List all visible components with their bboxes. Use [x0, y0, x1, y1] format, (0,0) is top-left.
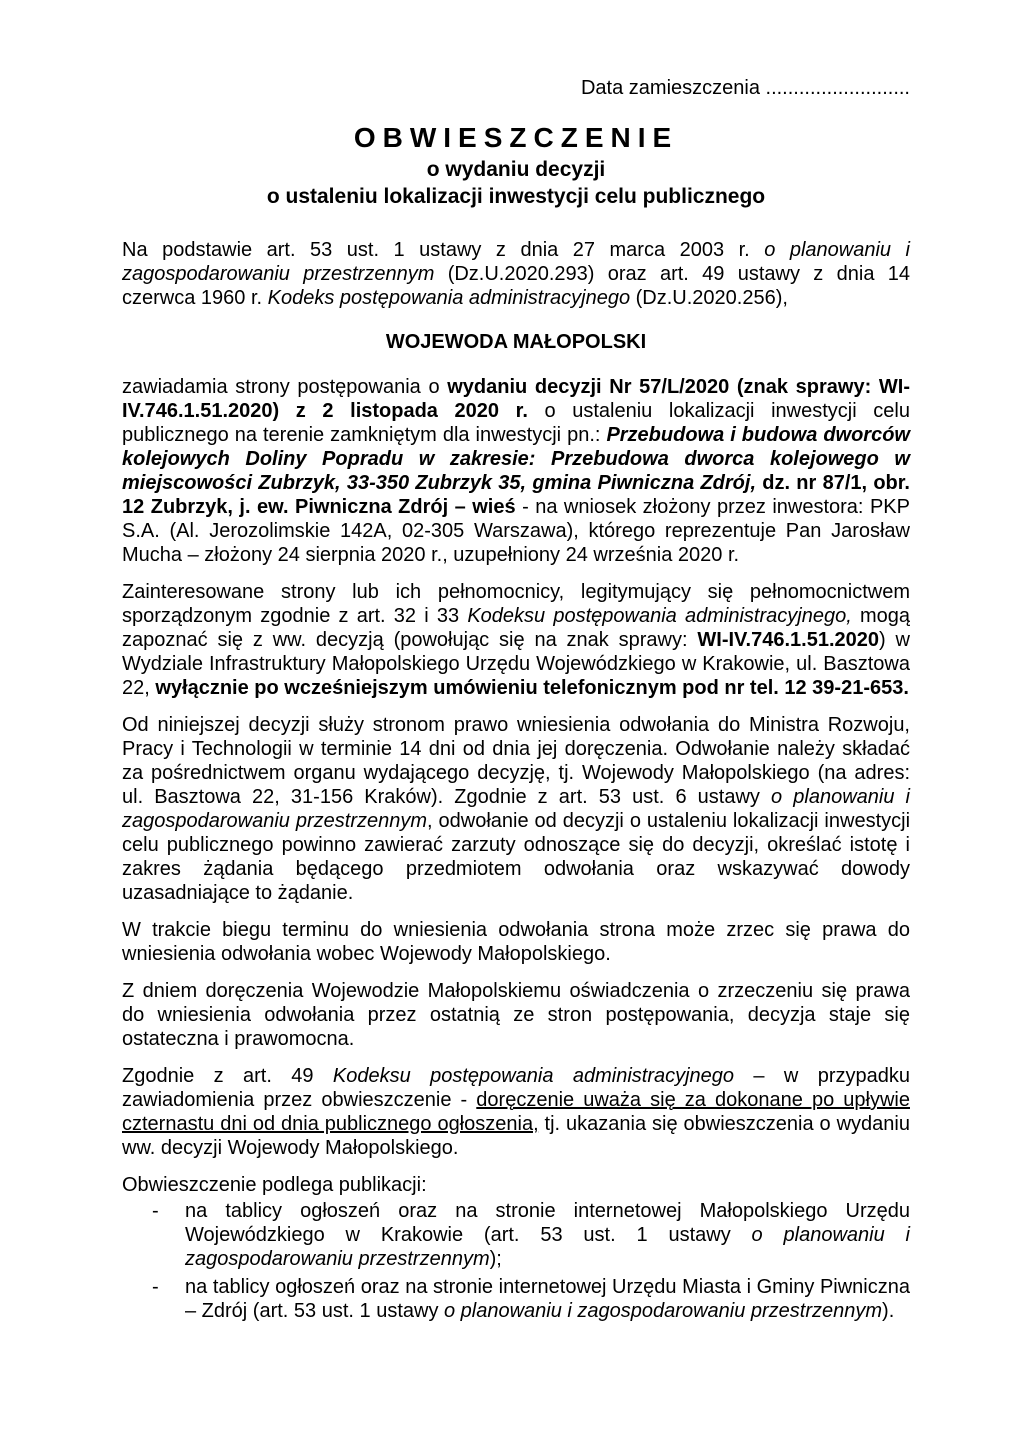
- dash-bullet: -: [152, 1200, 159, 1222]
- date-fill-dots: ..........................: [765, 77, 910, 99]
- paragraph-delivery-rule: Zgodnie z art. 49 Kodeksu postępowania administracyjnego – w przypadku zawiadomienia przez obwieszczenie - doręczenie uważa się za dokonane po upływie czternastu dni od dnia publicznego ogłoszenia, tj. ukazania się obwieszczenia o wydaniu ww. decyzji Wojewody Małopolskiego.: [122, 1065, 910, 1159]
- dash-bullet: -: [152, 1276, 159, 1298]
- paragraph-access-info: Zainteresowane strony lub ich pełnomocnicy, legitymujący się pełnomocnictwem sporządzonym zgodnie z art. 32 i 33 Kodeksu postępowania administracyjnego, mogą zapoznać się z ww. decyzją (powołując się na znak sprawy: WI-IV.746.1.51.2020) w Wydziale Infrastruktury Małopolskiego Urzędu Wojewódzkiego w Krakowie, ul. Basztowa 22, wyłącznie po wcześniejszym umówieniu telefonicznym pod nr tel. 12 39-21-653.: [122, 581, 910, 699]
- paragraph-publication-intro: Obwieszczenie podlega publikacji:: [122, 1174, 427, 1196]
- subtitle-line-1: o wydaniu decyzji: [426, 158, 606, 181]
- paragraph-decision-finality: Z dniem doręczenia Wojewodzie Małopolskiemu oświadczenia o zrzeczeniu się prawa do wniesienia odwołania przez ostatnią ze stron postępowania, decyzja staje się ostateczna i prawomocna.: [122, 980, 910, 1050]
- title-block: [122, 120, 910, 210]
- date-line: [122, 76, 910, 100]
- publication-list-item: [122, 1199, 910, 1271]
- main-title: OBWIESZCZENIE: [353, 122, 679, 153]
- paragraph-appeal-rights: Od niniejszej decyzji służy stronom prawo wniesienia odwołania do Ministra Rozwoju, Pracy i Technologii w terminie 14 dni od dnia jej doręczenia. Odwołanie należy składać za pośrednictwem organu wydającego decyzję, tj. Wojewody Małopolskiego (na adres: ul. Basztowa 22, 31-156 Kraków). Zgodnie z art. 53 ust. 6 ustawy o planowaniu i zagospodarowaniu przestrzennym, odwołanie od decyzji o ustaleniu lokalizacji inwestycji celu publicznego powinno zawierać zarzuty odnoszące się do decyzji, określać istotę i zakres żądania będącego przedmiotem odwołania oraz wskazywać dowody uzasadniające to żądanie.: [122, 714, 911, 904]
- publication-list-item-text: na tablicy ogłoszeń oraz na stronie internetowej Małopolskiego Urzędu Wojewódzkiego w Krakowie (art. 53 ust. 1 ustawy o planowaniu i zagospodarowaniu przestrzennym);: [185, 1200, 910, 1270]
- paragraph-decision-notification: zawiadamia strony postępowania o wydaniu decyzji Nr 57/L/2020 (znak sprawy: WI-IV.746.1.51.2020) z 2 listopada 2020 r. o ustaleniu lokalizacji inwestycji celu publicznego na terenie zamkniętym dla inwestycji pn.: Przebudowa i budowa dworców kolejowych Doliny Popradu w zakresie: Przebudowa dworca kolejowego w miejscowości Zubrzyk, 33-350 Zubrzyk 35, gmina Piwniczna Zdrój, dz. nr 87/1, obr. 12 Zubrzyk, j. ew. Piwniczna Zdrój – wieś - na wniosek złożony przez inwestora: PKP S.A. (Al. Jerozolimskie 142A, 02-305 Warszawa), którego reprezentuje Pan Jarosław Mucha – złożony 24 sierpnia 2020 r., uzupełniony 24 września 2020 r.: [122, 376, 910, 566]
- publication-list-item-text: na tablicy ogłoszeń oraz na stronie internetowej Urzędu Miasta i Gminy Piwniczna – Zdrój (art. 53 ust. 1 ustawy o planowaniu i zagospodarowaniu przestrzennym).: [185, 1276, 910, 1322]
- publication-list-item: [122, 1275, 910, 1323]
- subtitle-line-2: o ustaleniu lokalizacji inwestycji celu publicznego: [266, 185, 766, 208]
- date-label: Data zamieszczenia: [580, 77, 760, 99]
- publication-list: [122, 1199, 910, 1323]
- paragraph-legal-basis: Na podstawie art. 53 ust. 1 ustawy z dnia 27 marca 2003 r. o planowaniu i zagospodarowaniu przestrzennym (Dz.U.2020.293) oraz art. 49 ustawy z dnia 14 czerwca 1960 r. Kodeks postępowania administracyjnego (Dz.U.2020.256),: [122, 239, 911, 309]
- paragraph-appeal-waiver: W trakcie biegu terminu do wniesienia odwołania strona może zrzec się prawa do wniesienia odwołania wobec Wojewody Małopolskiego.: [122, 919, 910, 965]
- authority-heading: WOJEWODA MAŁOPOLSKI: [385, 331, 647, 353]
